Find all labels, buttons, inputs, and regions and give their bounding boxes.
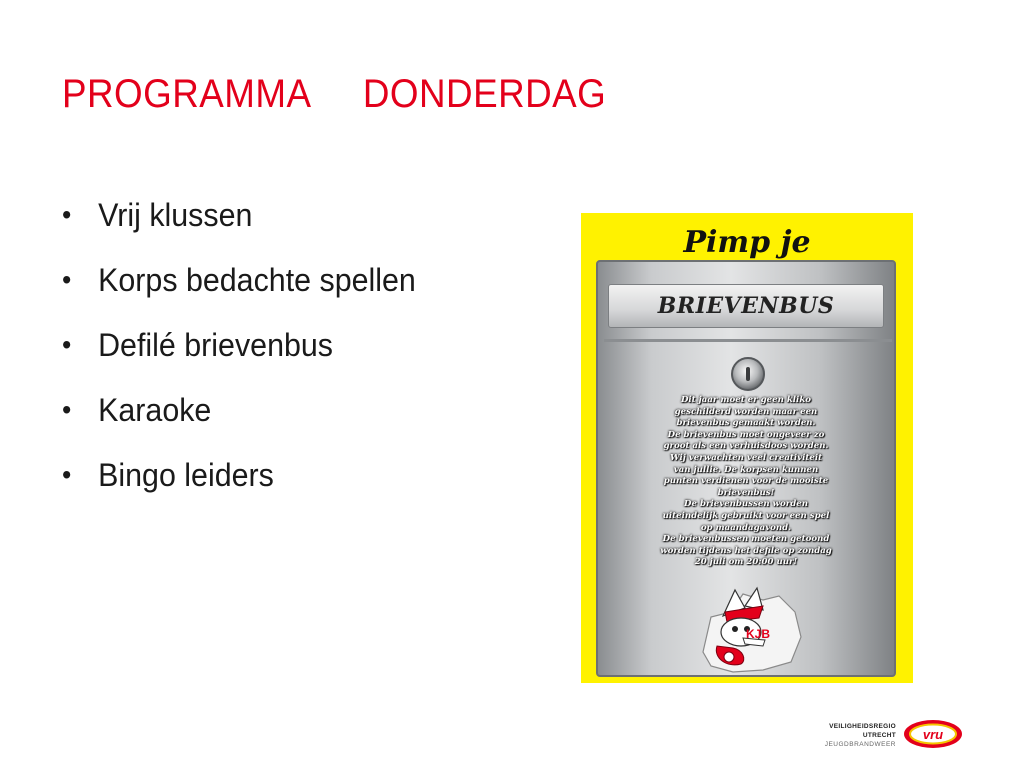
mailbox-lid-label: BRIEVENBUS [657,293,835,319]
footer-logo [794,722,964,750]
mailbox-divider [604,339,892,342]
poster-headline: Pimp je [683,225,811,260]
poster-text-line: brievenbus! [717,487,775,498]
mailbox-poster [581,213,913,683]
poster-text-line: geschilderd worden maar een [674,406,818,417]
bullet-icon: • [62,264,72,295]
poster-text-line: worden tijdens het defile op zondag [660,545,832,556]
poster-body-text [618,395,874,569]
mailbox-illustration [596,260,896,677]
poster-text-line: punten verdienen voor de mooiste [663,476,829,487]
poster-text-line: op maandagavond. [700,522,792,533]
kjb-logo [746,627,770,641]
bullet-icon: • [62,459,72,490]
poster-text-line: Wij verwachten veel creativiteit [669,452,823,463]
list-item [62,260,416,325]
list-item [62,390,416,455]
org-name-line2: JEUGDBRANDWEER [824,741,896,748]
poster-text-line: brievenbus gemaakt worden. [676,418,816,429]
slide-title: PROGRAMMA DONDERDAG [62,72,607,116]
list-item [62,455,416,520]
list-item [62,325,416,390]
lock-icon [731,357,765,391]
list-item-label: Vrij klussen [98,197,253,233]
org-name [794,722,896,749]
bullet-icon: • [62,329,72,360]
list-item-label: Korps bedachte spellen [98,262,416,298]
vru-badge-text: vru [922,727,944,742]
mailbox-lid [608,284,884,328]
kjb-logo-text: KJB [746,627,771,641]
poster-text-line: Dit jaar moet er geen kliko [680,395,812,405]
poster-text-line: uiteindelijk gebruikt voor een spel [662,510,830,521]
list-item-label: Karaoke [98,392,212,428]
bullet-list [62,195,434,520]
poster-text-line: De brievenbussen moeten getoond [662,534,830,545]
poster-text-line: groot als een verhuisdoos worden. [663,441,829,452]
bullet-icon: • [62,394,72,425]
poster-text-line: De brievenbus moet ongeveer zo [667,429,825,440]
list-item-label: Bingo leiders [98,457,274,493]
bullet-icon: • [62,199,72,230]
list-item-label: Defilé brievenbus [98,327,333,363]
poster-text-line: 20 juli om 20:00 uur! [694,557,798,568]
vru-badge-icon [902,718,964,750]
list-item [62,195,416,260]
poster-text-line: De brievenbussen worden [684,499,808,510]
org-name-line1: VEILIGHEIDSREGIO UTRECHT [829,723,896,739]
poster-text-line: van jullie. De korpsen kunnen [673,464,819,475]
